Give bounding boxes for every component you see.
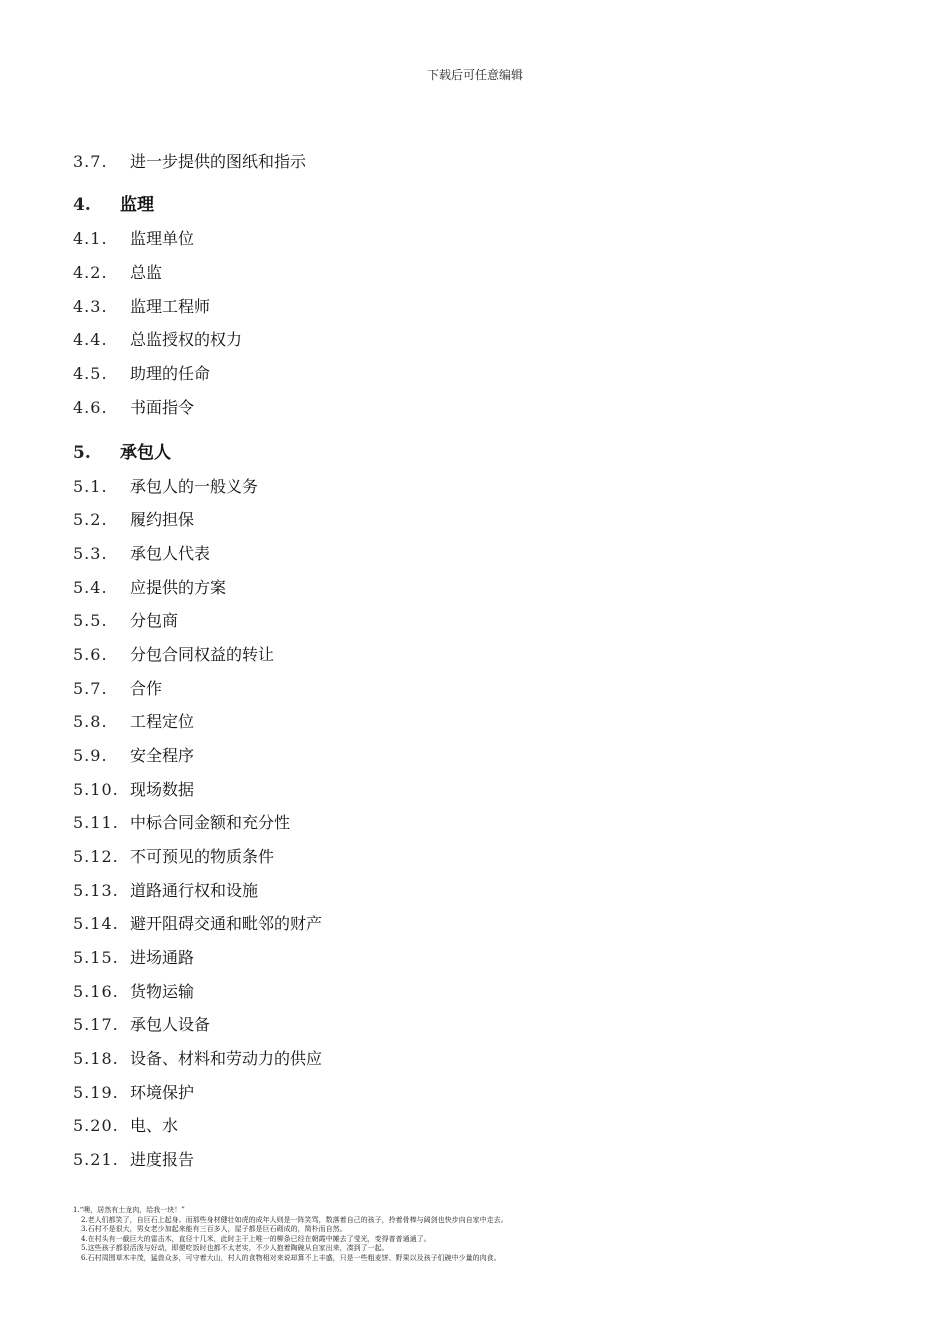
toc-number: 5. (73, 443, 91, 463)
toc-title: 承包人 (120, 443, 171, 463)
toc-number: 5.18. (73, 1049, 119, 1068)
toc-title: 安全程序 (130, 746, 195, 765)
toc-title: 监理单位 (130, 229, 195, 248)
toc-title: 分包合同权益的转让 (130, 645, 275, 664)
footnotes (73, 1206, 893, 1263)
toc-title: 应提供的方案 (130, 578, 227, 597)
toc-number: 4.1. (73, 229, 108, 248)
toc-title: 进场通路 (130, 948, 195, 967)
toc-title: 合作 (130, 679, 163, 698)
toc-number: 5.2. (73, 510, 108, 529)
toc-number: 5.17. (73, 1015, 119, 1034)
toc-title: 电、水 (130, 1116, 179, 1135)
toc-number: 5.6. (73, 645, 108, 664)
toc-number: 5.14. (73, 914, 119, 933)
toc-title: 设备、材料和劳动力的供应 (130, 1049, 323, 1068)
toc-title: 承包人代表 (130, 544, 211, 563)
toc-number: 5.20. (73, 1116, 119, 1135)
toc-number: 5.19. (73, 1083, 119, 1102)
toc-number: 3.7. (73, 152, 108, 171)
toc-title: 总监 (130, 263, 163, 282)
toc-title: 不可预见的物质条件 (130, 847, 275, 866)
footnote-line: 3.石村不是很大，男女老少加起来能有三百多人，屋子都是巨石砌成的，简朴而自然。 (81, 1225, 347, 1233)
toc-title: 中标合同金额和充分性 (130, 813, 291, 832)
toc-title: 进度报告 (130, 1150, 195, 1169)
footnote-line: 6.石村周围草木丰茂，猛兽众多，可守着大山，村人的食物相对来说却算不上丰盛，只是一些粗麦饼、野果以及孩子们碗中少量的肉食。 (81, 1253, 501, 1262)
toc-number: 5.7. (73, 679, 108, 698)
toc-number: 5.3. (73, 544, 108, 563)
toc-number: 5.8. (73, 712, 108, 731)
toc-number: 5.10. (73, 780, 119, 799)
toc-number: 4.3. (73, 297, 108, 316)
toc-title: 货物运输 (130, 982, 195, 1001)
toc-title: 监理 (120, 195, 154, 215)
toc-number: 4. (73, 195, 91, 215)
toc-title: 环境保护 (130, 1083, 195, 1102)
toc-title: 现场数据 (130, 780, 195, 799)
toc-number: 5.11. (73, 813, 119, 832)
toc-title: 分包商 (130, 611, 179, 630)
toc-number: 4.6. (73, 398, 108, 417)
toc-title: 道路通行权和设施 (130, 881, 259, 900)
toc-number: 5.12. (73, 847, 119, 866)
page-header: 下载后可任意编辑 (426, 68, 523, 82)
toc-title: 履约担保 (130, 510, 195, 529)
toc-number: 5.9. (73, 746, 108, 765)
footnote-line: 1.“噢，居然有土龙肉，给我一块！” (73, 1206, 185, 1214)
toc-number: 5.13. (73, 881, 119, 900)
toc-number: 4.4. (73, 330, 108, 349)
toc-title: 总监授权的权力 (130, 330, 243, 349)
toc-title: 承包人设备 (130, 1015, 211, 1034)
toc-number: 5.4. (73, 578, 108, 597)
toc-title: 承包人的一般义务 (130, 477, 259, 496)
toc-number: 5.16. (73, 982, 119, 1001)
toc-title: 助理的任命 (130, 364, 211, 383)
footnote-line: 2.老人们都笑了，自巨石上起身。而那些身材健壮如虎的成年人则是一阵笑骂，数落着自己的孩子，拎着骨棒与阔剑也快步向自家中走去。 (81, 1215, 508, 1224)
toc-title: 进一步提供的图纸和指示 (130, 152, 307, 171)
toc-title: 书面指令 (130, 398, 195, 417)
toc-title: 避开阻碍交通和毗邻的财产 (130, 914, 323, 933)
toc-title: 监理工程师 (130, 297, 211, 316)
toc-title: 工程定位 (130, 712, 195, 731)
toc-number: 5.15. (73, 948, 119, 967)
footnote-line: 4.在村头有一截巨大的雷击木，直径十几米，此时主干上唯一的柳条已经在朝霞中摊去了莹光，变得普普通通了。 (81, 1234, 431, 1243)
toc-number: 5.21. (73, 1150, 119, 1169)
toc-number: 5.5. (73, 611, 108, 630)
toc-number: 4.5. (73, 364, 108, 383)
toc-number: 4.2. (73, 263, 108, 282)
footnote-line: 5.这些孩子都很活泼与好动，即便吃饭时也都不太老实，不少人抱着陶碗从自家出来，凑到了一起。 (81, 1244, 389, 1252)
toc-number: 5.1. (73, 477, 108, 496)
